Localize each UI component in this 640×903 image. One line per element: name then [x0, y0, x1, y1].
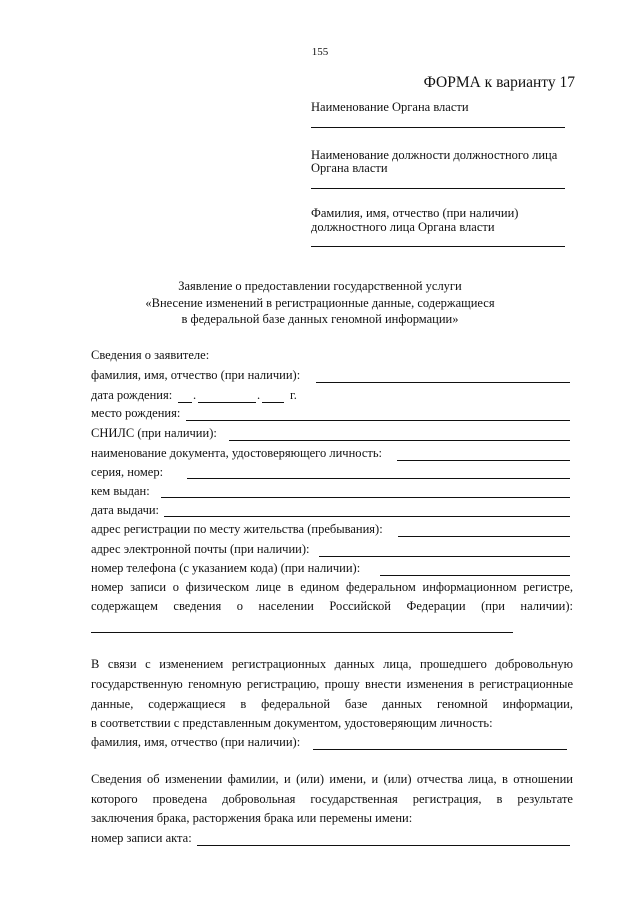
birth-date-dot: . [257, 388, 261, 402]
applicant-heading: Сведения о заявителе: [91, 348, 210, 362]
request-paragraph-line3: данные, содержащиеся в федеральной базе данных геномной информации, [91, 697, 573, 711]
birth-place-line[interactable] [186, 420, 570, 421]
org-name-line[interactable] [311, 127, 565, 128]
series-number-line[interactable] [187, 478, 570, 479]
official-position-label: Наименование должности должностного лица [311, 148, 558, 162]
official-position-label-cont: Органа власти [311, 161, 388, 175]
request-fio-line[interactable] [313, 749, 567, 750]
statement-title-line2: «Внесение изменений в регистрационные данные, содержащиеся [145, 296, 495, 310]
change-paragraph-line2: которого проведена добровольная государственная регистрация, в результате [91, 792, 573, 806]
reg-address-line[interactable] [398, 536, 570, 537]
snils-label: СНИЛС (при наличии): [91, 426, 217, 440]
official-fio-label-cont: должностного лица Органа власти [311, 220, 495, 234]
statement-title-line3: в федеральной базе данных геномной информации» [181, 312, 459, 326]
registry-label: номер записи о физическом лице в едином федеральном информационном регистре, [91, 580, 573, 594]
change-paragraph-line3: заключения брака, расторжения брака или перемены имени: [91, 811, 413, 825]
birth-date-label: дата рождения: [91, 388, 173, 402]
birth-date-dot: . [193, 388, 197, 402]
act-number-label: номер записи акта: [91, 831, 192, 845]
issued-by-line[interactable] [161, 497, 570, 498]
registry-number-line[interactable] [91, 632, 513, 633]
issue-date-line[interactable] [164, 516, 570, 517]
issued-by-label: кем выдан: [91, 484, 150, 498]
registry-label-cont: содержащем сведения о населении Российской Федерации (при наличии): [91, 599, 573, 613]
issue-date-label: дата выдачи: [91, 503, 160, 517]
email-line[interactable] [319, 556, 570, 557]
birth-year-line[interactable] [262, 402, 284, 403]
act-number-line[interactable] [197, 845, 570, 846]
id-document-label: наименование документа, удостоверяющего личность: [91, 446, 383, 460]
page-number: 155 [311, 46, 329, 58]
official-fio-label: Фамилия, имя, отчество (при наличии) [311, 206, 519, 220]
birth-date-year-suffix: г. [290, 388, 297, 402]
snils-line[interactable] [229, 440, 570, 441]
email-label: адрес электронной почты (при наличии): [91, 542, 310, 556]
series-number-label: серия, номер: [91, 465, 164, 479]
statement-title-line1: Заявление о предоставлении государственной услуги [178, 279, 462, 293]
change-paragraph-line1: Сведения об изменении фамилии, и (или) имени, и (или) отчества лица, в отношении [91, 772, 573, 786]
applicant-fio-line[interactable] [316, 382, 570, 383]
org-name-label: Наименование Органа власти [311, 100, 469, 114]
request-paragraph-line1: В связи с изменением регистрационных данных лица, прошедшего добровольную [91, 657, 573, 671]
birth-place-label: место рождения: [91, 406, 181, 420]
birth-day-line[interactable] [178, 402, 192, 403]
request-paragraph-line2: государственную геномную регистрацию, прошу внести изменения в регистрационные [91, 677, 573, 691]
birth-month-line[interactable] [198, 402, 256, 403]
form-title: ФОРМА к варианту 17 [423, 74, 575, 91]
reg-address-label: адрес регистрации по месту жительства (пребывания): [91, 522, 383, 536]
phone-line[interactable] [380, 575, 570, 576]
phone-label: номер телефона (с указанием кода) (при наличии): [91, 561, 361, 575]
official-fio-line[interactable] [311, 246, 565, 247]
request-fio-label: фамилия, имя, отчество (при наличии): [91, 735, 301, 749]
request-paragraph-line4: в соответствии с представленным документом, удостоверяющим личность: [91, 716, 493, 730]
official-position-line[interactable] [311, 188, 565, 189]
id-document-line[interactable] [397, 460, 570, 461]
applicant-fio-label: фамилия, имя, отчество (при наличии): [91, 368, 301, 382]
